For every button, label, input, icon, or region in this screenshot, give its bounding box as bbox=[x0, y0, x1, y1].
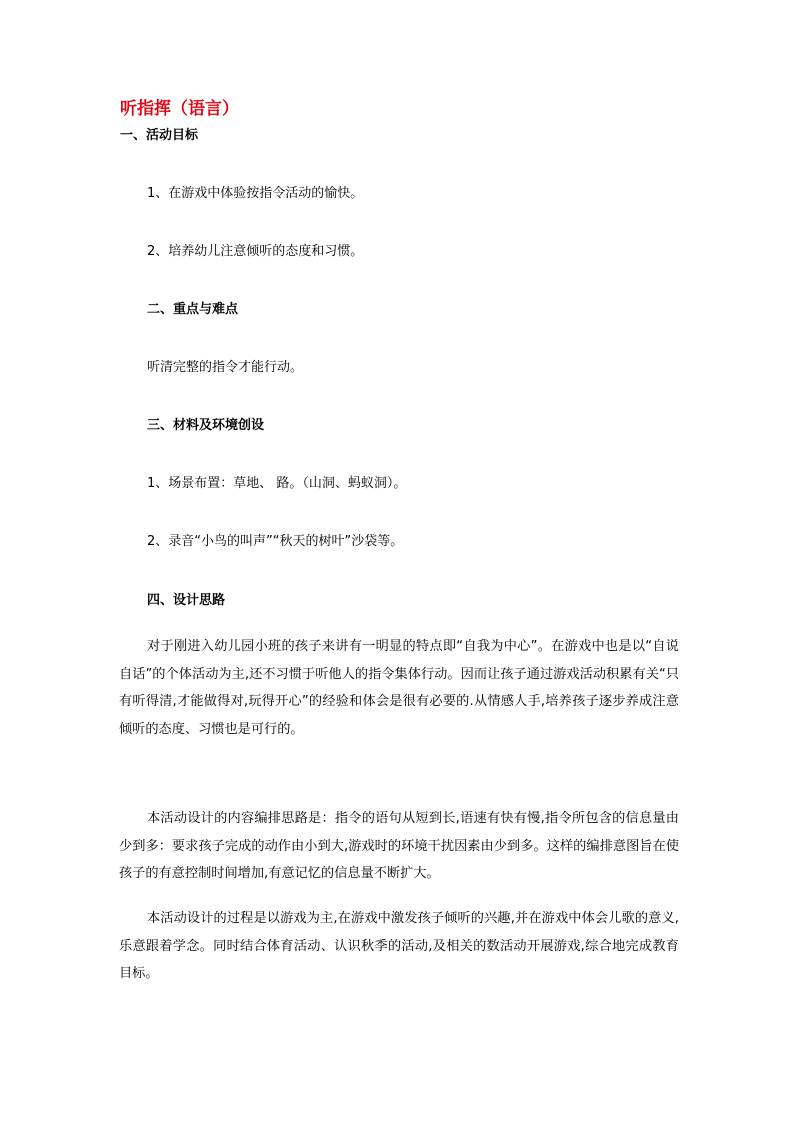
materials-item-2: 2、录音“小鸟的叫声”“秋天的树叶”沙袋等。 bbox=[147, 534, 404, 549]
design-paragraph-3: 本活动设计的过程是以游戏为主,在游戏中激发孩子倾听的兴趣,并在游戏中体会儿歌的意义,乐意跟着学念。同时结合体育活动、认识秋季的活动,及相关的数活动开展游戏,综合地完成教育目标。 bbox=[119, 911, 679, 981]
section-heading-goals: 一、活动目标 bbox=[120, 128, 199, 143]
materials-item-1: 1、场景布置：草地、 路。（山洞、蚂蚁洞）。 bbox=[147, 476, 407, 491]
design-paragraph-2: 本活动设计的内容编排思路是：指令的语句从短到长,语速有快有慢,指令所包含的信息量由少到多：要求孩子完成的动作由小到大,游戏时的环境干扰因素由少到多。这样的编排意图旨在使孩子的有意控制时间增加,有意记忆的信息量不断扩大。 bbox=[119, 811, 679, 881]
goal-item-1: 1、在游戏中体验按指令活动的愉快。 bbox=[147, 186, 364, 201]
section-heading-materials: 三、材料及环境创设 bbox=[147, 418, 265, 433]
goal-item-2: 2、培养幼儿注意倾听的态度和习惯。 bbox=[147, 244, 364, 259]
design-paragraph-1: 对于刚进入幼儿园小班的孩子来讲有一明显的特点即“自我为中心”。在游戏中也是以“自说自话”的个体活动为主,还不习惯于听他人的指令集体行动。因而让孩子通过游戏活动积累有关“只有听得清,才能做得对,玩得开心”的经验和体会是很有必要的.从情感人手,培养孩子逐步养成注意倾听的态度、习惯也是可行的。 bbox=[119, 639, 679, 737]
section-heading-key-points: 二、重点与难点 bbox=[147, 302, 239, 317]
section-heading-design: 四、设计思路 bbox=[147, 593, 226, 608]
key-points-text: 听清完整的指令才能行动。 bbox=[147, 360, 304, 375]
document-title: 听指挥（语言） bbox=[120, 99, 239, 119]
